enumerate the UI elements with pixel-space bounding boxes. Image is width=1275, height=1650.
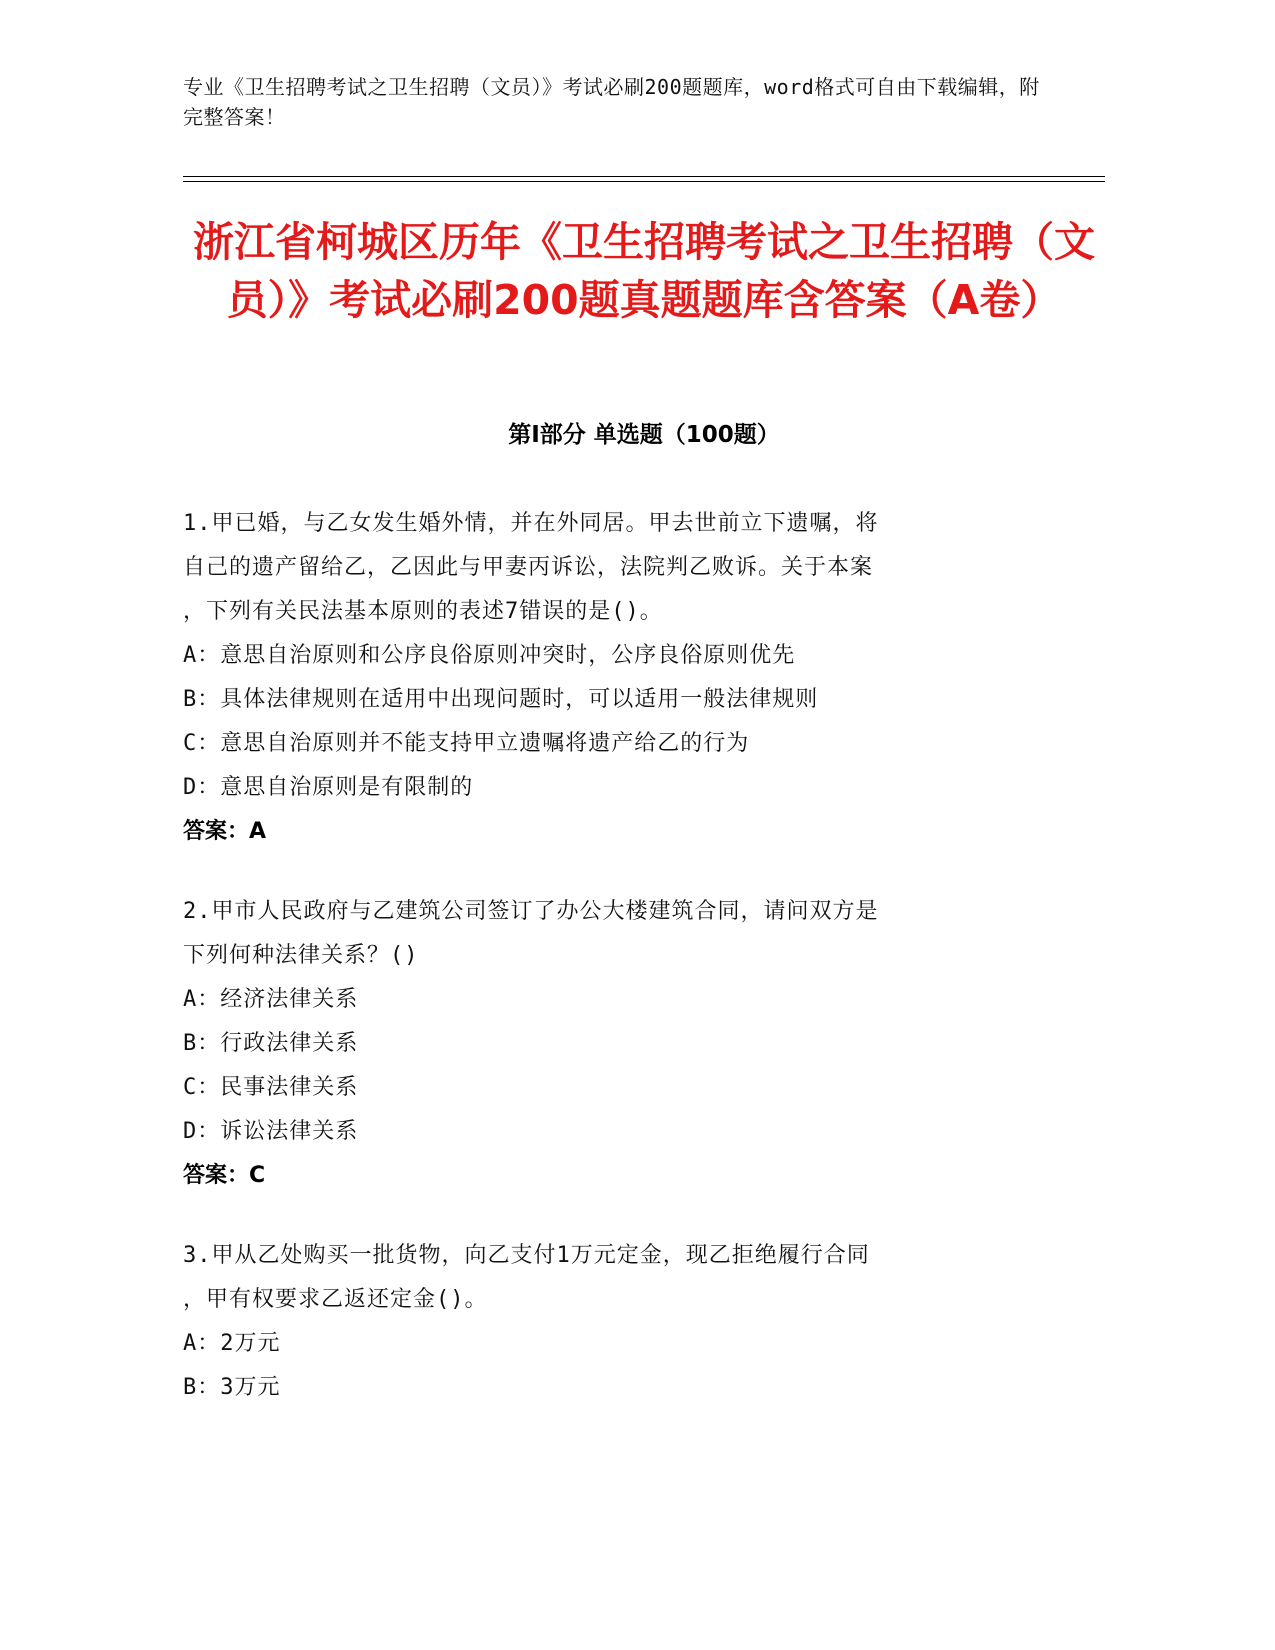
answer-label: 答案：A (183, 819, 267, 844)
section-title: 第Ⅰ部分 单选题（100题） (508, 422, 780, 448)
option-a: A：意思自治原则和公序良俗原则冲突时，公序良俗原则优先 (183, 643, 796, 668)
question-item (183, 890, 1033, 1198)
document-title: 浙江省柯城区历年《卫生招聘考试之卫生招聘（文员）》考试必刷200题真题题库含答案（A卷） (193, 218, 1095, 324)
question-stem-line: ，甲有权要求乙返还定金()。 (183, 1287, 488, 1312)
question-stem-line: 3.甲从乙处购买一批货物，向乙支付1万元定金，现乙拒绝履行合同 (183, 1243, 870, 1268)
header-note: 专业《卫生招聘考试之卫生招聘（文员）》考试必刷200题题库，word格式可自由下载编辑，附完整答案！ (183, 75, 1040, 129)
option-b: B：具体法律规则在适用中出现问题时，可以适用一般法律规则 (183, 687, 819, 712)
option-c: C：民事法律关系 (183, 1075, 359, 1100)
question-stem-line: 自己的遗产留给乙，乙因此与甲妻丙诉讼，法院判乙败诉。关于本案 (183, 555, 874, 580)
option-a: A：2万元 (183, 1331, 281, 1356)
question-stem-line: 1.甲已婚，与乙女发生婚外情，并在外同居。甲去世前立下遗嘱，将 (183, 511, 879, 536)
question-stem-line: ，下列有关民法基本原则的表述7错误的是()。 (183, 599, 663, 624)
option-c: C：意思自治原则并不能支持甲立遗嘱将遗产给乙的行为 (183, 731, 750, 756)
header-rule-bottom (183, 181, 1105, 182)
option-d: D：诉讼法律关系 (183, 1119, 359, 1144)
question-stem-line: 下列何种法律关系？() (183, 943, 419, 968)
option-b: B：行政法律关系 (183, 1031, 359, 1056)
question-stem-line: 2.甲市人民政府与乙建筑公司签订了办公大楼建筑合同，请问双方是 (183, 899, 879, 924)
answer-label: 答案：C (183, 1163, 266, 1188)
question-item (183, 1234, 1033, 1410)
option-b: B：3万元 (183, 1375, 281, 1400)
question-item (183, 502, 1033, 854)
question-list (183, 502, 1033, 1446)
header-rule-top (183, 176, 1105, 177)
option-a: A：经济法律关系 (183, 987, 359, 1012)
option-d: D：意思自治原则是有限制的 (183, 775, 474, 800)
